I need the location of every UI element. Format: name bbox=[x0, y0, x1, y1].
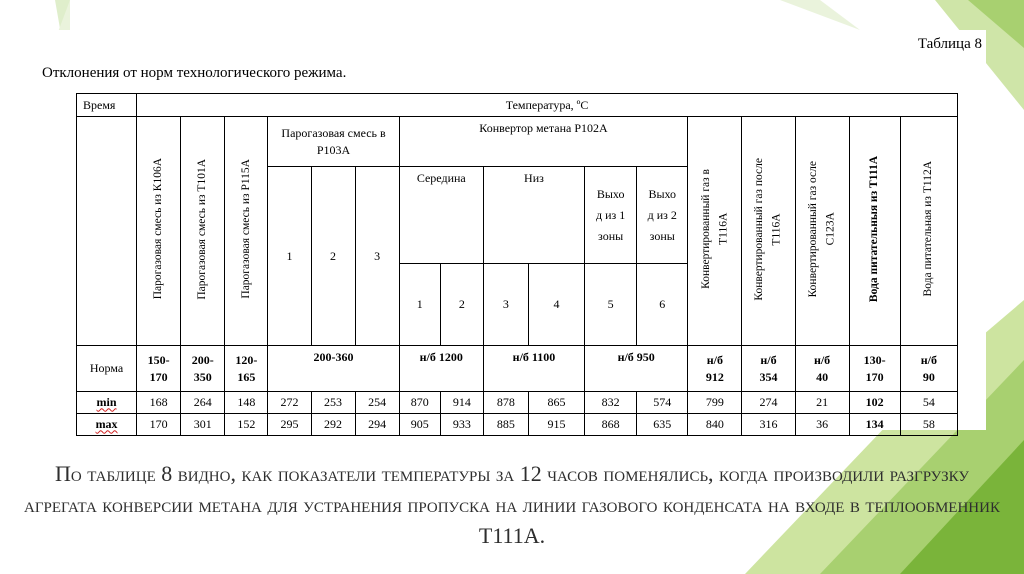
max-value: 292 bbox=[311, 414, 355, 436]
norm-bottom: н/б 1100 bbox=[483, 346, 584, 392]
min-value: 274 bbox=[742, 392, 795, 414]
temperature-header: Температура, ºС bbox=[137, 94, 958, 117]
min-label: min bbox=[77, 392, 137, 414]
document-page bbox=[40, 30, 986, 430]
max-value: 58 bbox=[900, 414, 957, 436]
max-label: max bbox=[77, 414, 137, 436]
max-value: 915 bbox=[528, 414, 584, 436]
norm-t116a-after: н/б 354 bbox=[742, 346, 795, 392]
p102a-sub-3: 3 bbox=[483, 264, 528, 346]
exit-zone-2-header: Выхо д из 2 зоны bbox=[637, 167, 688, 264]
max-value: 294 bbox=[355, 414, 399, 436]
min-value: 272 bbox=[268, 392, 311, 414]
slide-caption: По таблице 8 видно, как показатели температуры за 12 часов поменялись, когда производили разгрузку агрегата конверсии метана для устранения пропуска на линии газового конденсата на входе в теплообменник Т111А. bbox=[24, 461, 1000, 548]
min-value: 54 bbox=[900, 392, 957, 414]
p102a-sub-4: 4 bbox=[528, 264, 584, 346]
table-number: Таблица 8 bbox=[917, 36, 982, 52]
min-value: 865 bbox=[528, 392, 584, 414]
norm-exits: н/б 950 bbox=[585, 346, 688, 392]
max-value: 170 bbox=[137, 414, 181, 436]
p102a-sub-2: 2 bbox=[440, 264, 483, 346]
max-value: 152 bbox=[225, 414, 268, 436]
exit-zone-1-header: Выхо д из 1 зоны bbox=[585, 167, 637, 264]
max-value: 134 bbox=[849, 414, 900, 436]
min-row bbox=[77, 392, 958, 414]
temperature-deviation-table bbox=[76, 93, 958, 436]
min-value: 878 bbox=[483, 392, 528, 414]
p102a-sub-6: 6 bbox=[637, 264, 688, 346]
table-title: Отклонения от норм технологического режима. bbox=[42, 65, 347, 81]
p103a-sub-3: 3 bbox=[355, 167, 399, 346]
min-value: 914 bbox=[440, 392, 483, 414]
col-header-t116a-after: Конвертированный газ после Т116А bbox=[742, 117, 795, 346]
norm-t101a: 200- 350 bbox=[181, 346, 225, 392]
col-header-t116a-in: Конвертированный газ в Т116А bbox=[688, 117, 742, 346]
norm-middle: н/б 1200 bbox=[399, 346, 483, 392]
norm-t112a: н/б 90 bbox=[900, 346, 957, 392]
min-value: 832 bbox=[585, 392, 637, 414]
norm-t116a-in: н/б 912 bbox=[688, 346, 742, 392]
norm-k106a: 150- 170 bbox=[137, 346, 181, 392]
norm-label: Норма bbox=[77, 346, 137, 392]
p102a-group-header: Конвертор метана Р102А bbox=[399, 117, 688, 167]
max-row bbox=[77, 414, 958, 436]
min-value: 253 bbox=[311, 392, 355, 414]
col-header-k106a: Парогазовая смесь из К106А bbox=[137, 117, 181, 346]
time-header: Время bbox=[77, 94, 137, 117]
min-value: 168 bbox=[137, 392, 181, 414]
max-value: 840 bbox=[688, 414, 742, 436]
p103a-group-header: Парогазовая смесь в Р103А bbox=[268, 117, 399, 167]
norm-t111a: 130- 170 bbox=[849, 346, 900, 392]
p102a-sub-5: 5 bbox=[585, 264, 637, 346]
col-header-c123a: Конвертированный газ осле С123А bbox=[795, 117, 849, 346]
max-value: 36 bbox=[795, 414, 849, 436]
max-value: 933 bbox=[440, 414, 483, 436]
norm-p115a: 120- 165 bbox=[225, 346, 268, 392]
p102a-sub-1: 1 bbox=[399, 264, 440, 346]
norm-row bbox=[77, 346, 958, 392]
max-value: 301 bbox=[181, 414, 225, 436]
min-value: 148 bbox=[225, 392, 268, 414]
col-header-t101a: Парогазовая смесь из Т101А bbox=[181, 117, 225, 346]
p103a-sub-1: 1 bbox=[268, 167, 311, 346]
norm-c123a: н/б 40 bbox=[795, 346, 849, 392]
col-header-t111a: Вода питательныя из Т111А bbox=[849, 117, 900, 346]
norm-p103a: 200-360 bbox=[268, 346, 399, 392]
min-value: 264 bbox=[181, 392, 225, 414]
p103a-sub-2: 2 bbox=[311, 167, 355, 346]
max-value: 316 bbox=[742, 414, 795, 436]
col-header-t112a: Вода питательная из Т112А bbox=[900, 117, 957, 346]
col-header-p115a: Парогазовая смесь из Р115А bbox=[225, 117, 268, 346]
max-value: 868 bbox=[585, 414, 637, 436]
max-value: 295 bbox=[268, 414, 311, 436]
max-value: 885 bbox=[483, 414, 528, 436]
min-value: 254 bbox=[355, 392, 399, 414]
min-value: 21 bbox=[795, 392, 849, 414]
max-value: 905 bbox=[399, 414, 440, 436]
min-value: 574 bbox=[637, 392, 688, 414]
max-value: 635 bbox=[637, 414, 688, 436]
empty-header-cell bbox=[77, 117, 137, 346]
min-value: 799 bbox=[688, 392, 742, 414]
bottom-header: Низ bbox=[483, 167, 584, 264]
min-value: 102 bbox=[849, 392, 900, 414]
middle-header: Середина bbox=[399, 167, 483, 264]
min-value: 870 bbox=[399, 392, 440, 414]
